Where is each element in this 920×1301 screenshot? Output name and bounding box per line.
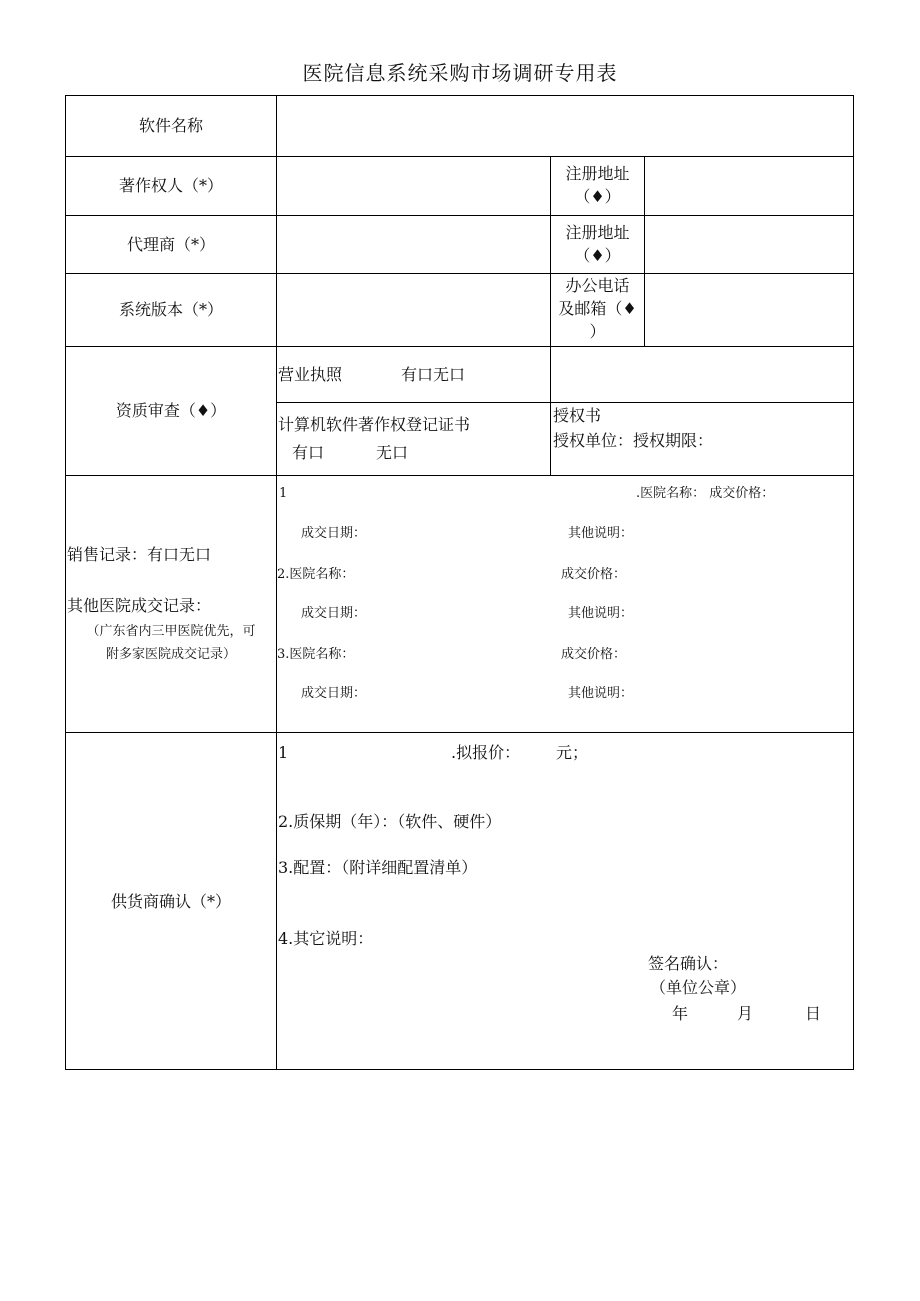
business-license-label: 营业执照 (278, 365, 343, 384)
record-1-date: 成交日期： (301, 526, 367, 541)
other-hospital-records-label: 其他医院成交记录： (67, 596, 212, 615)
date-year: 年 (672, 1004, 689, 1023)
column-divider (644, 156, 645, 346)
version-label: 系统版本（*） (118, 300, 223, 319)
copyright-cert-no[interactable]: 无口 (376, 443, 409, 462)
row-divider (66, 732, 853, 733)
qualification-label: 资质审查（♦） (115, 401, 227, 420)
row-divider (276, 402, 853, 403)
quote-unit: 元； (556, 743, 589, 762)
record-3-date: 成交日期： (301, 686, 367, 701)
record-2-other: 其他说明： (568, 606, 634, 621)
contact-label-1: 办公电话 (565, 276, 630, 295)
record-3-other: 其他说明： (568, 686, 634, 701)
configuration-item: 3.配置：（附详细配置清单） (278, 858, 478, 877)
signature-label: 签名确认： (648, 954, 729, 973)
record-2-hospital: 2.医院名称： (277, 567, 355, 582)
date-day: 日 (805, 1004, 822, 1023)
row-divider (66, 215, 853, 216)
contact-label-2: 及邮箱（♦ (558, 299, 637, 318)
authorization-detail: 授权单位：授权期限： (553, 431, 714, 450)
row-divider (66, 273, 853, 274)
copyright-addr-mark: （♦） (574, 187, 621, 206)
copyright-addr-label: 注册地址 (565, 164, 630, 183)
supplier-confirm-label: 供货商确认（*） (110, 892, 231, 911)
business-license-options[interactable]: 有口无口 (401, 365, 466, 384)
company-seal-label: （单位公章） (650, 978, 747, 997)
contact-label-3: ） (589, 322, 606, 341)
sales-record-label: 销售记录：有口无口 (67, 545, 212, 564)
agent-label: 代理商（*） (126, 235, 215, 254)
contact-field[interactable] (646, 275, 851, 344)
sales-note-line-2: 附多家医院成交记录） (105, 647, 236, 662)
record-1-other: 其他说明： (568, 526, 634, 541)
copyright-addr-field[interactable] (646, 158, 851, 213)
survey-form (65, 95, 854, 1070)
copyright-cert-yes[interactable]: 有口 (292, 443, 325, 462)
record-1-number: 1 (279, 486, 288, 501)
date-month: 月 (737, 1004, 754, 1023)
record-3-hospital: 3.医院名称： (277, 647, 355, 662)
row-divider (66, 475, 853, 476)
row-divider (66, 346, 853, 347)
quote-number: 1 (278, 743, 289, 762)
sales-note-line-1: （广东省内三甲医院优先，可 (86, 624, 256, 639)
version-field[interactable] (278, 275, 548, 344)
record-3-price: 成交价格： (561, 647, 627, 662)
agent-addr-label: 注册地址 (565, 223, 630, 242)
software-copyright-cert-label: 计算机软件著作权登记证书 (278, 415, 471, 434)
other-notes-item: 4.其它说明： (278, 929, 374, 948)
record-1-hospital-price: .医院名称： 成交价格： (636, 486, 775, 501)
copyright-holder-label: 著作权人（*） (118, 176, 223, 195)
warranty-item: 2.质保期（年）：（软件、硬件） (278, 812, 502, 831)
record-2-price: 成交价格： (561, 567, 627, 582)
quote-label: .拟报价： (451, 743, 521, 762)
row-divider (66, 156, 853, 157)
software-name-label: 软件名称 (138, 116, 203, 135)
record-2-date: 成交日期： (301, 606, 367, 621)
page-title: 医院信息系统采购市场调研专用表 (302, 61, 618, 85)
copyright-holder-field[interactable] (278, 158, 548, 213)
software-name-field[interactable] (278, 98, 851, 154)
agent-addr-field[interactable] (646, 217, 851, 271)
agent-field[interactable] (278, 217, 548, 271)
agent-addr-mark: （♦） (574, 246, 621, 265)
authorization-title: 授权书 (553, 406, 602, 425)
